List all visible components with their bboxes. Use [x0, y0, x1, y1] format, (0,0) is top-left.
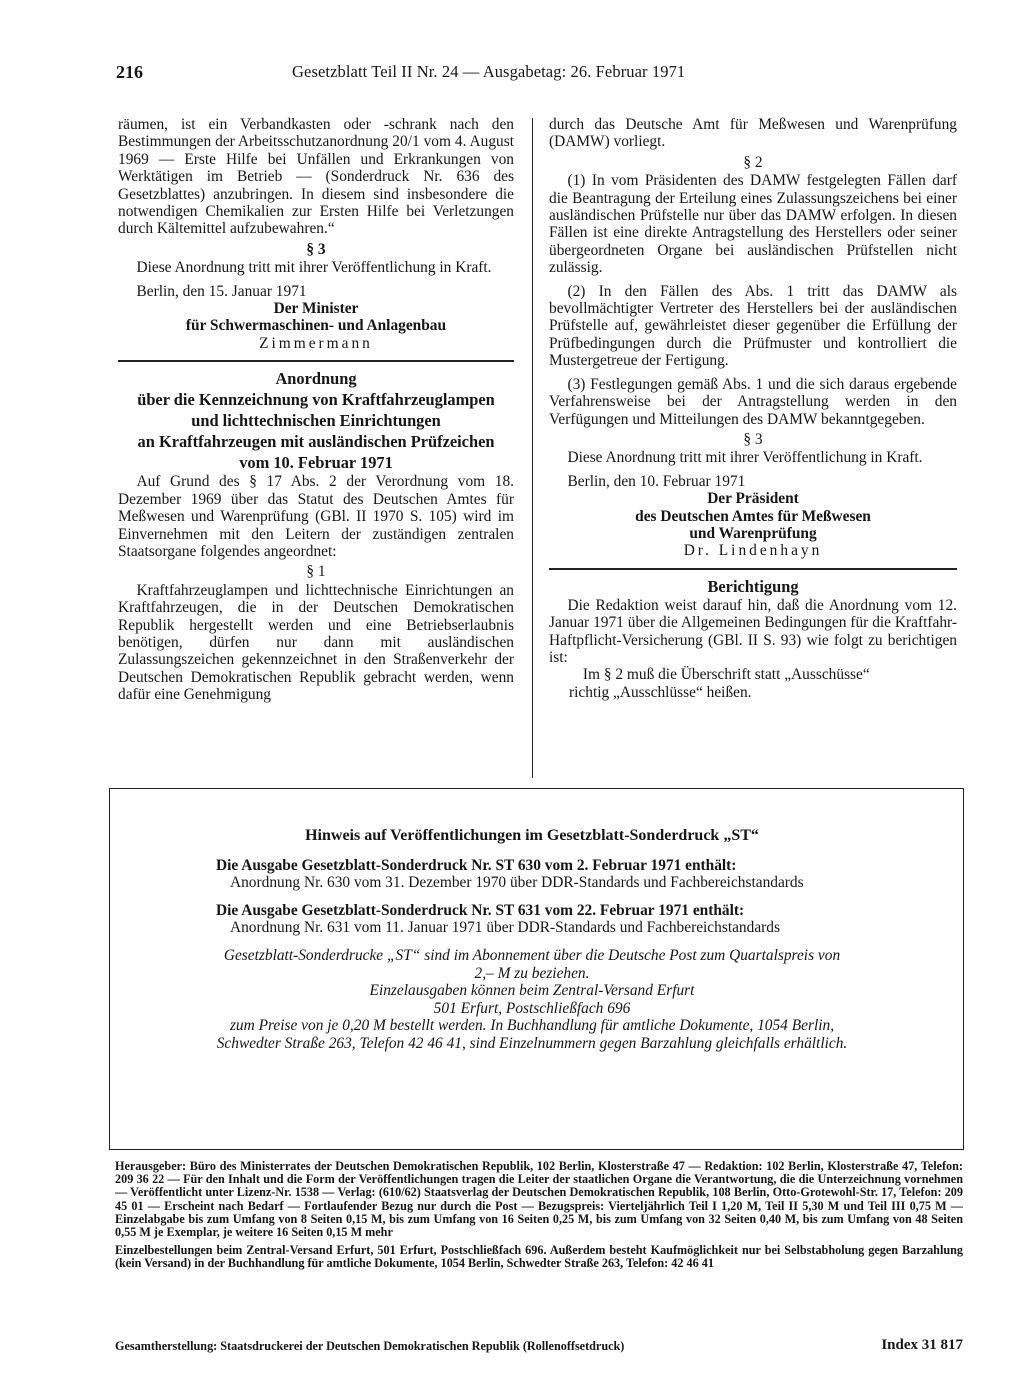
notice-item-heading: Die Ausgabe Gesetzblatt-Sonderdruck Nr. ST 631 vom 22. Februar 1971 enthält:: [216, 901, 745, 919]
column-divider: [532, 118, 533, 778]
section-paragraph: (2) In den Fällen des Abs. 1 tritt das DAMW als bevollmächtigter Vertreter des Herstellers bei der ausländischen Prüfstelle auf, gewährleistet dieser gegenüber die Erfüllung der Prüfbedingungen durch die Prüfmuster und kontrolliert die Mustergetreue der Fertigung.: [549, 282, 957, 370]
continuation-text: durch das Deutsche Amt für Meßwesen und Warenprüfung (DAMW) vorliegt.: [549, 116, 957, 151]
imprint-text: Herausgeber: Büro des Ministerrates der Deutschen Demokratischen Republik, 102 Berlin, Klosterstraße 47 — Redaktion: 102 Berlin, Klosterstraße 47, Telefon: 209 36 22 — Für den Inhalt und die Form der Veröffentlichungen tragen die Leiter der staatlichen Organe die Verantwortung, die die Unterzeichnung vornehmen — Veröffentlicht unter Lizenz-Nr. 1538 — Verlag: (610/62) Staatsverlag der Deutschen Demokratischen Republik, 108 Berlin, Otto-Grotewohl-Str. 17, Telefon: 209 45 01 — Erscheint nach Bedarf — Fortlaufender Bezug nur durch die Post — Bezugspreis: Vierteljährlich Teil I 1,20 M, Teil II 5,30 M und Teil III 0,75 M — Einzelabgabe bis zum Umfang von 8 Seiten 0,15 M, bis zum Umfang von 16 Seiten 0,25 M, bis zum Umfang von 32 Seiten 0,40 M, bis zum Umfang von 48 Seiten 0,55 M je Exemplar, je weitere 16 Seiten 0,15 M mehr: [115, 1159, 963, 1240]
notice-item-body: Anordnung Nr. 631 vom 11. Januar 1971 über DDR-Standards und Fachbereichstandards: [230, 919, 780, 937]
ordinance-date: vom 10. Februar 1971: [239, 453, 393, 473]
section-heading: § 3: [743, 430, 763, 448]
notice-item-heading: Die Ausgabe Gesetzblatt-Sonderdruck Nr. ST 630 vom 2. Februar 1971 enthält:: [216, 856, 737, 874]
divider: [549, 568, 957, 570]
correction-text: Die Redaktion weist darauf hin, daß die Anordnung vom 12. Januar 1971 über die Allgemeinen Bedingungen für die Kraftfahr-Haftpflicht-Versicherung (GBl. II S. 93) wie folgt zu berichtigen ist:: [549, 596, 957, 666]
preamble: Auf Grund des § 17 Abs. 2 der Verordnung vom 18. Dezember 1969 über das Statut des Deutschen Amtes für Meßwesen und Warenprüfung (GBl. II 1970 S. 105) wird im Einvernehmen mit den Leitern der zuständigen zentralen Staatsorgane folgendes angeordnet:: [118, 473, 514, 560]
signer-title: für Schwermaschinen- und Anlagenbau: [185, 317, 447, 335]
single-issue-note: 501 Erfurt, Postschließfach 696: [433, 999, 631, 1017]
notice-item-body: Anordnung Nr. 630 vom 31. Dezember 1970 über DDR-Standards und Fachbereichstandards: [230, 874, 804, 892]
notice-box: [109, 788, 964, 1150]
section-paragraph: (3) Festlegungen gemäß Abs. 1 und die sich daraus ergebende Verfahrensweise bei der Antragstellung werden in den Verfügungen und Mitteilungen des DAMW bekanntgegeben.: [549, 375, 957, 428]
signer-name: Zimmermann: [259, 334, 373, 352]
page-number: 216: [116, 62, 143, 82]
subscription-note: Gesetzblatt-Sonderdrucke „ST“ sind im Abonnement über die Deutsche Post zum Quartalspreis von 2,– M zu beziehen.: [223, 946, 841, 982]
printer-text: Gesamtherstellung: Staatsdruckerei der Deutschen Demokratischen Republik (Rollenoffsetdruck): [115, 1339, 625, 1353]
running-title: Gesetzblatt Teil II Nr. 24 — Ausgabetag: 26. Februar 1971: [292, 62, 686, 81]
ordinance-title: über die Kennzeichnung von Kraftfahrzeuglampen: [137, 390, 495, 410]
section-heading: § 2: [743, 153, 763, 171]
signer-name: Dr. Lindenhayn: [683, 542, 823, 560]
imprint: [115, 1160, 963, 1239]
signer-title: des Deutschen Amtes für Meßwesen: [635, 507, 871, 525]
index-number: Index 31 817: [881, 1337, 963, 1353]
section-heading: § 3: [306, 240, 326, 258]
notice-title: Hinweis auf Veröffentlichungen im Gesetzblatt-Sonderdruck „ST“: [305, 827, 759, 844]
left-column: [118, 116, 514, 704]
ordering-info: [115, 1244, 963, 1270]
signer-title: Der Minister: [273, 300, 359, 318]
page-header: [116, 62, 972, 86]
ordinance-title: an Kraftfahrzeugen mit ausländischen Prüfzeichen: [137, 432, 495, 452]
section-text: Diese Anordnung tritt mit ihrer Veröffentlichung in Kraft.: [567, 449, 923, 467]
place-date: Berlin, den 10. Februar 1971: [567, 472, 746, 490]
section-heading: § 1: [306, 563, 326, 581]
signer-title: und Warenprüfung: [689, 524, 817, 542]
printer-line: [115, 1339, 963, 1354]
single-issue-note: Einzelausgaben können beim Zentral-Versand Erfurt: [369, 982, 695, 1000]
section-text: Diese Anordnung tritt mit ihrer Veröffentlichung in Kraft.: [136, 259, 492, 277]
divider: [118, 360, 514, 362]
single-issue-note: zum Preise von je 0,20 M bestellt werden. In Buchhandlung für amtliche Dokumente, 1054 Berlin, Schwedter Straße 263, Telefon 42 46 41, sind Einzelnummern gegen Barzahlung gleichfalls erhältlich.: [216, 1017, 848, 1052]
section-text: Kraftfahrzeuglampen und lichttechnische Einrichtungen an Kraftfahrzeugen, die in der Deutschen Demokratischen Republik hergestellt werden und eine Betriebserlaubnis benötigen, dürfen nur dann mit ausländischen Zulassungszeichen gekennzeichnet in den Straßenverkehr der Deutschen Demokratischen Republik gebracht werden, wenn dafür eine Genehmigung: [118, 581, 514, 704]
signer-title: Der Präsident: [707, 490, 799, 508]
ordering-text: Einzelbestellungen beim Zentral-Versand Erfurt, 501 Erfurt, Postschließfach 696. Außerdem besteht Kaufmöglichkeit nur bei Selbstabholung gegen Barzahlung (kein Versand) in der Buchhandlung für amtliche Dokumente, 1054 Berlin, Schwedter Straße 263, Telefon: 42 46 41: [115, 1243, 963, 1271]
place-date: Berlin, den 15. Januar 1971: [136, 282, 307, 300]
ordinance-title: und lichttechnischen Einrichtungen: [191, 411, 441, 431]
correction-detail: Im § 2 muß die Überschrift statt „Ausschüsse“: [582, 666, 870, 684]
ordinance-title: Anordnung: [275, 369, 357, 389]
correction-detail: richtig „Ausschlüsse“ heißen.: [569, 683, 752, 701]
right-column: [549, 116, 957, 701]
continuation-text: räumen, ist ein Verbandkasten oder -schrank nach den Bestimmungen der Arbeitsschutzanordnung 20/1 vom 4. August 1969 — Erste Hilfe bei Unfällen und Erkrankungen von Werktätigen im Betrieb — (Sonderdruck Nr. 636 des Gesetzblattes) anzubringen. In diesem sind insbesondere die notwendigen Chemikalien zur Ersten Hilfe bei Verletzungen durch Kältemittel aufzubewahren.“: [118, 116, 514, 238]
correction-heading: Berichtigung: [707, 576, 799, 596]
section-paragraph: (1) In vom Präsidenten des DAMW festgelegten Fällen darf die Beantragung der Erteilung eines Zulassungszeichens bei einer ausländischen Prüfstelle nur über das DAMW erfolgen. In diesen Fällen ist eine direkte Antragstellung des Herstellers oder seiner übergeordneten Organe bei ausländischen Prüfstellen nicht zulässig.: [549, 172, 957, 277]
